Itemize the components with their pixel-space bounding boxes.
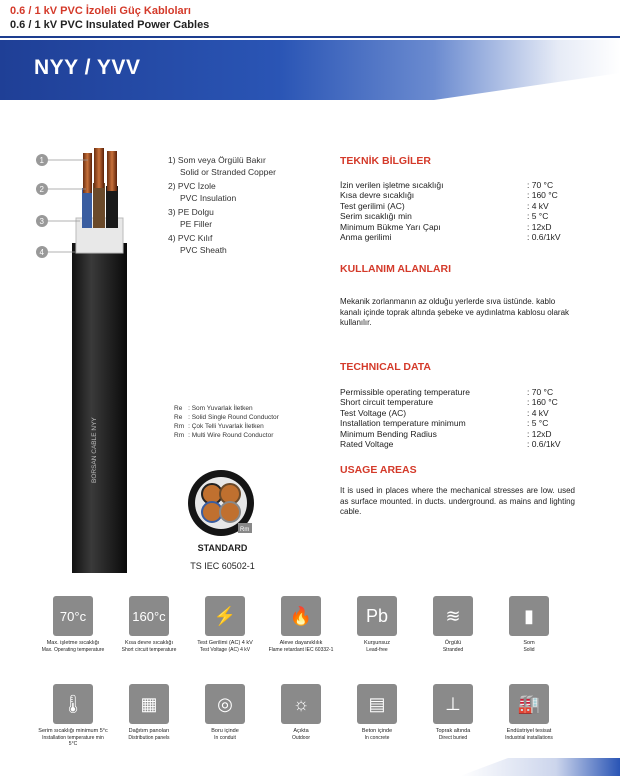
teknik-val: : 4 kV (527, 200, 549, 211)
technical-key: Permissible operating temperature (340, 387, 470, 397)
kullanim-text: Mekanik zorlanmanın az olduğu yerlerde sıva üstünde. kablo kanalı içinde toprak altında şebeke ve aydınlatma kablosu olarak kullanılır. (340, 297, 570, 327)
icon-label-en: Flame retardant IEC 60332-1 (268, 646, 334, 653)
code-text: : Multi Wire Round Conductor (188, 432, 274, 439)
technical-val: : 0.6/1kV (527, 439, 561, 450)
teknik-val: : 5 °C (527, 211, 549, 222)
short-circuit-feature (114, 596, 184, 653)
header-divider (0, 36, 620, 38)
code-text: : Çok Telli Yuvarlak İletken (188, 423, 264, 430)
install-temp-feature (38, 684, 108, 748)
teknik-val: : 0.6/1kV (527, 232, 561, 243)
teknik-key: Serim sıcaklığı min (340, 211, 412, 222)
distribution-feature (114, 684, 184, 741)
marker-2: 2 (39, 185, 44, 194)
icon-label-en: Max. Operating temperature (41, 646, 105, 653)
icon-label-tr: Kurşunsuz (364, 640, 390, 646)
component-2-en: PVC Insulation (180, 193, 237, 203)
icon-label-en: In conduit (214, 734, 236, 741)
icon-label-tr: Boru içinde (211, 728, 239, 734)
cross-section-label: Rm (240, 527, 250, 533)
icon-label-en: Stranded (442, 646, 464, 653)
icon-label-en: Solid (523, 646, 535, 653)
icon-label-en: Distribution panels (128, 734, 170, 741)
lead-free-feature (342, 596, 412, 653)
stranded-icon: ≋ (433, 596, 473, 636)
concrete-icon: ▤ (357, 684, 397, 724)
icon-label-tr: Beton içinde (361, 728, 393, 734)
technical-val: : 70 °C (527, 387, 554, 397)
lead-free-icon: Pb (357, 596, 397, 636)
cable-cross-section (186, 468, 256, 538)
flame-retardant-feature (266, 596, 336, 653)
icon-label-tr: Açıkta (293, 728, 309, 734)
component-4-tr: 4) PVC Kılıf (168, 233, 213, 243)
outdoor-icon: ☼ (281, 684, 321, 724)
technical-val: : 5 °C (527, 418, 549, 429)
teknik-table (340, 180, 561, 242)
icon-label-tr: Test Gerilimi (AC) 4 kV (197, 640, 253, 646)
code: Rm (174, 423, 185, 430)
conduit-icon: ◎ (205, 684, 245, 724)
teknik-key: Kısa devre sıcaklığı (340, 190, 415, 201)
flame-retardant-icon: 🔥 (281, 596, 321, 636)
copper-core (83, 153, 92, 193)
buried-feature (418, 684, 488, 741)
solid-feature (494, 596, 564, 653)
icon-label-en: Test Voltage (AC) 4 kV (199, 646, 251, 653)
component-3-en: PE Filler (180, 219, 213, 229)
industrial-icon: 🏭 (509, 684, 549, 724)
icon-label-tr: Aleve dayanıklılık (279, 640, 323, 646)
icon-label-en: Industrial installations (505, 734, 553, 741)
technical-val: : 4 kV (527, 407, 549, 418)
teknik-key: Anma gerilimi (340, 232, 392, 243)
teknik-heading: TEKNİK BİLGİLER (340, 155, 431, 167)
cable-illustration (30, 148, 145, 573)
technical-key: Installation temperature minimum (340, 418, 466, 429)
usage-heading: USAGE AREAS (340, 464, 417, 476)
standard-label: STANDARD (197, 543, 248, 553)
teknik-val: : 12xD (527, 221, 552, 232)
usage-text: It is used in places where the mechanical stresses are low. used as surface mounted. in ducts. underground. as mains and lighting cable. (340, 486, 575, 516)
technical-val: : 160 °C (527, 397, 558, 408)
concrete-feature (342, 684, 412, 741)
icon-label-en: In concrete (364, 734, 390, 741)
icon-label-en: Lead-free (366, 646, 388, 653)
industrial-feature (494, 684, 564, 741)
icon-label-tr: Max. işletme sıcaklığı (46, 640, 100, 646)
distribution-icon: ▦ (129, 684, 169, 724)
icon-label-tr: Dağıtım panoları (128, 728, 170, 734)
blue-insulation (82, 188, 92, 228)
technical-val: : 12xD (527, 428, 552, 439)
teknik-val: : 70 °C (527, 180, 554, 190)
test-voltage-feature (190, 596, 260, 653)
technical-table (340, 387, 561, 449)
component-1-en: Solid or Stranded Copper (180, 167, 276, 177)
icon-label-en: Installation temperature min 5°C (42, 734, 104, 747)
code: Re (174, 414, 183, 421)
footer-swoosh (460, 758, 620, 776)
icon-label-en: Outdoor (291, 734, 311, 741)
teknik-val: : 160 °C (527, 190, 558, 201)
buried-icon: ⊥ (433, 684, 473, 724)
teknik-key: Test gerilimi (AC) (340, 200, 405, 211)
cable-sheath (72, 243, 127, 573)
technical-key: Short circuit temperature (340, 397, 434, 408)
marker-4: 4 (39, 248, 44, 257)
standard-value: TS IEC 60502-1 (190, 561, 255, 571)
component-2-tr: 2) PVC İzole (168, 181, 216, 191)
teknik-key: Minimum Bükme Yarı Çapı (340, 221, 441, 232)
icon-label-en: Direct buried (438, 734, 468, 741)
conduit-feature (190, 684, 260, 741)
component-3-tr: 3) PE Dolgu (168, 207, 214, 217)
conductor-codes (174, 404, 283, 440)
code: Re (174, 405, 183, 412)
install-temp-icon: 🌡 (53, 684, 93, 724)
code: Rm (174, 432, 185, 439)
code-text: : Solid Single Round Conductor (188, 414, 279, 421)
technical-key: Test Voltage (AC) (340, 407, 407, 418)
kullanim-heading: KULLANIM ALANLARI (340, 263, 452, 275)
teknik-key: İzin verilen işletme sıcaklığı (340, 180, 444, 190)
component-legend (168, 155, 276, 256)
header-title-tr: 0.6 / 1 kV PVC İzoleli Güç Kabloları (10, 5, 191, 17)
code-text: : Som Yuvarlak İletken (188, 405, 253, 412)
icon-label-tr: Endüstriyel tesisat (506, 728, 552, 734)
header-title-en: 0.6 / 1 kV PVC Insulated Power Cables (10, 19, 210, 31)
icon-label-en: Short circuit temperature (121, 646, 177, 653)
icon-label-tr: Serim sıcaklığı minimum 5°c (38, 728, 108, 734)
technical-key: Minimum Bending Radius (340, 428, 437, 439)
max-temp-icon: 70°c (53, 596, 93, 636)
short-circuit-icon: 160°c (129, 596, 169, 636)
standard-block (175, 543, 270, 571)
max-temp-feature (38, 596, 108, 653)
component-4-en: PVC Sheath (180, 245, 227, 255)
marker-3: 3 (39, 217, 44, 226)
icon-label-tr: Örgülü (444, 640, 462, 646)
stranded-feature (418, 596, 488, 653)
component-1-tr: 1) Som veya Örgülü Bakır (168, 155, 266, 165)
technical-heading: TECHNICAL DATA (340, 361, 431, 373)
icon-label-tr: Toprak altında (435, 728, 471, 734)
product-title: NYY / YVV (34, 56, 141, 79)
solid-icon: ▮ (509, 596, 549, 636)
outdoor-feature (266, 684, 336, 741)
icon-label-tr: Kısa devre sıcaklığı (125, 640, 173, 646)
icon-label-tr: Som (523, 640, 535, 646)
test-voltage-icon: ⚡ (205, 596, 245, 636)
cable-print: BORSAN CABLE NYY (91, 417, 98, 483)
marker-1: 1 (39, 156, 44, 165)
technical-key: Rated Voltage (340, 439, 394, 450)
